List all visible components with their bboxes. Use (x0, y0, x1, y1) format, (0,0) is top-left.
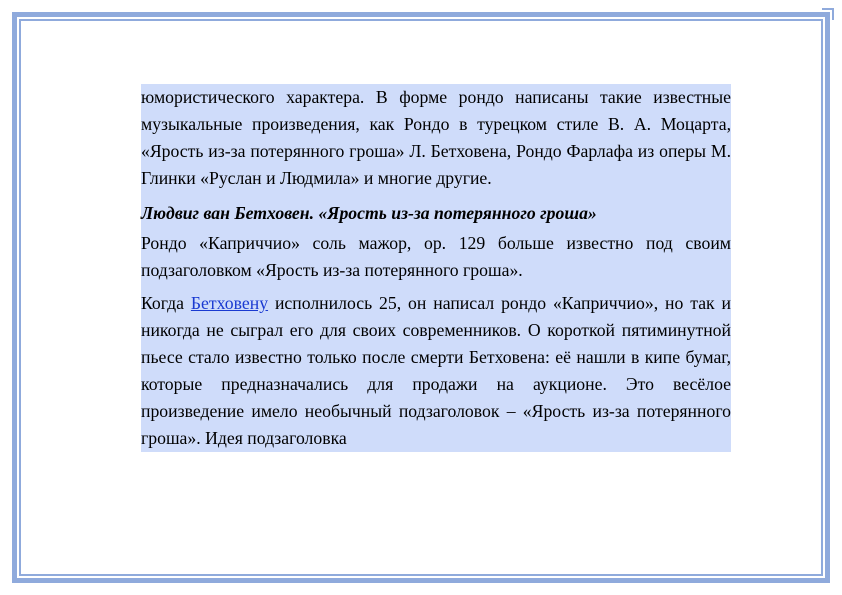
paragraph-intro: юмористического характера. В форме рондо написаны такие известные музыкальные произведения, как Рондо в турецком стиле В. А. Моцарта, «Ярость из-за потерянного гроша» Л. Бетховена, Рондо Фарлафа из оперы М. Глинки «Руслан и Людмила» и многие другие. (141, 87, 731, 188)
frame-corner-decoration (822, 8, 834, 20)
paragraph-story (141, 290, 731, 452)
paragraph-story-start: Когда (141, 293, 191, 313)
text-block (141, 84, 731, 452)
beethoven-link[interactable]: Бетховену (190, 293, 269, 313)
paragraph-rondo: Рондо «Каприччио» соль мажор, ор. 129 больше известно под своим подзаголовком «Ярость из-за потерянного гроша». (141, 233, 731, 280)
section-heading: Людвиг ван Бетховен. «Ярость из-за потерянного гроша» (141, 203, 597, 223)
paragraph-story-rest: исполнилось 25, он написал рондо «Каприччио», но так и никогда не сыграл его для своих современников. О короткой пятиминутной пьесе стало известно только после смерти Бетховена: её нашли в кипе бумаг, которые предназначались для продажи на аукционе. Это весёлое произведение имело необычный подзаголовок – «Ярость из-за потерянного гроша». Идея подзаголовка (141, 293, 731, 448)
